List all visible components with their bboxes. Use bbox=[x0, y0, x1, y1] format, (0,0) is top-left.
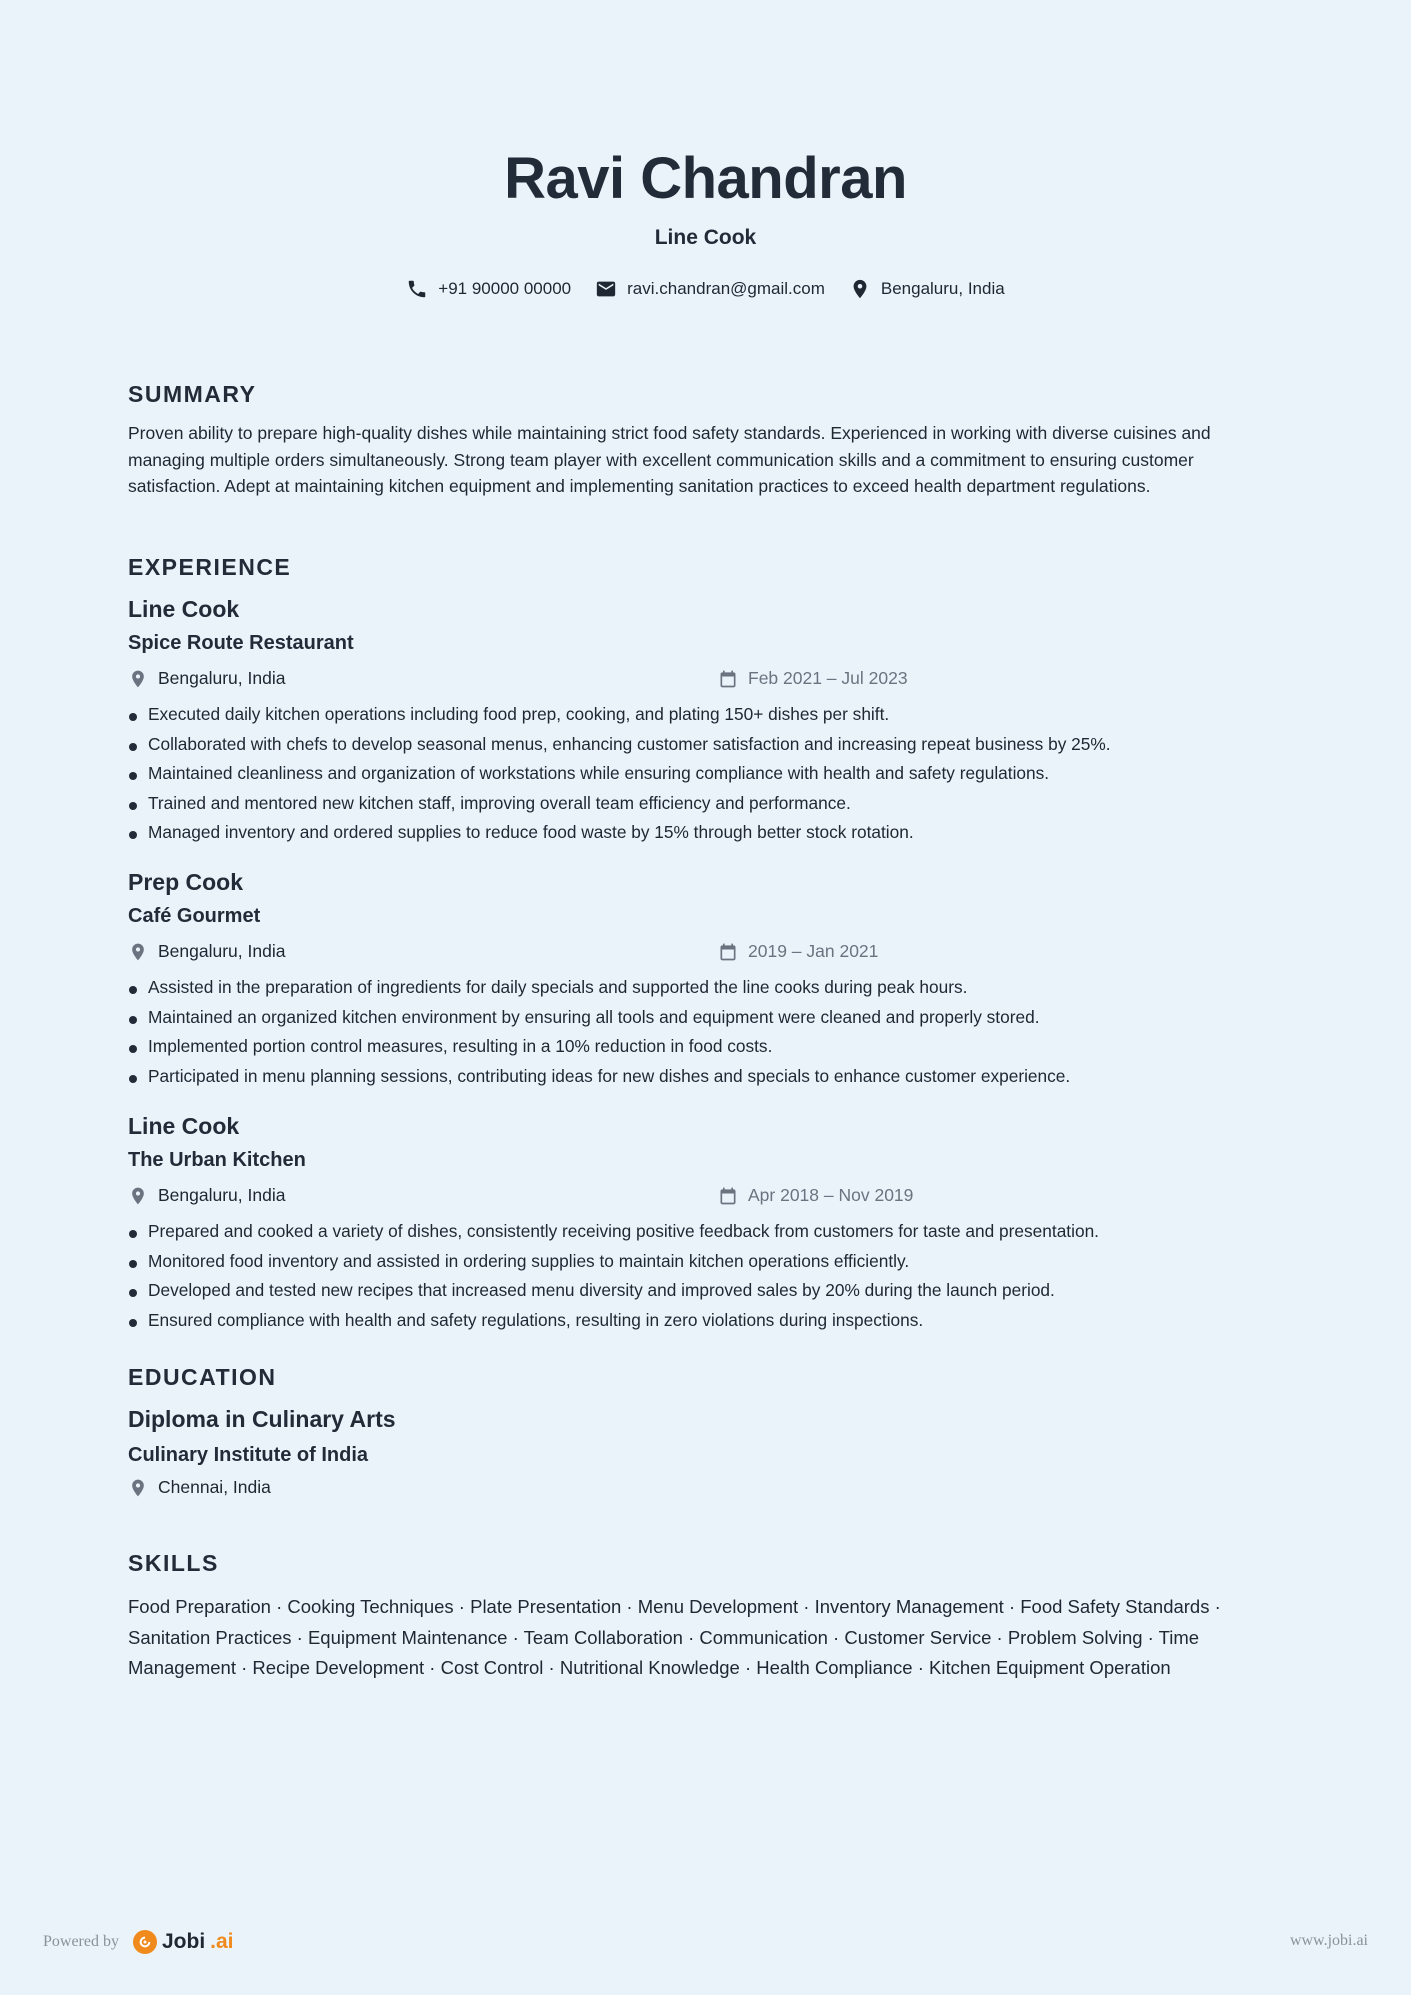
job-title: Line Cook bbox=[128, 596, 240, 622]
job-dates-text: Feb 2021 – Jul 2023 bbox=[748, 668, 908, 688]
list-item: Implemented portion control measures, resulting in a 10% reduction in food costs. bbox=[128, 1032, 1283, 1062]
contact-email[interactable] bbox=[595, 278, 825, 300]
calendar-icon bbox=[718, 1186, 738, 1206]
job-location bbox=[128, 1185, 285, 1206]
footer-site-link[interactable]: www.jobi.ai bbox=[1289, 1932, 1368, 1949]
job-bullets bbox=[128, 700, 1283, 848]
list-item: Executed daily kitchen operations including food prep, cooking, and plating 150+ dishes per shift. bbox=[128, 700, 1283, 730]
email-text: ravi.chandran@gmail.com bbox=[627, 279, 825, 298]
list-item: Ensured compliance with health and safety regulations, resulting in zero violations during inspections. bbox=[128, 1306, 1283, 1336]
list-item: Managed inventory and ordered supplies to reduce food waste by 15% through better stock rotation. bbox=[128, 818, 1283, 848]
job-bullets bbox=[128, 973, 1283, 1091]
experience-entry bbox=[128, 1113, 1283, 1335]
job-location-text: Bengaluru, India bbox=[158, 1185, 286, 1205]
location-pin-icon bbox=[849, 278, 871, 300]
contact-row bbox=[128, 278, 1283, 300]
job-company: The Urban Kitchen bbox=[128, 1149, 306, 1171]
jobi-logo-icon bbox=[133, 1930, 157, 1954]
education-meta bbox=[128, 1477, 1283, 1501]
mail-icon bbox=[595, 278, 617, 300]
summary-heading: SUMMARY bbox=[128, 381, 257, 407]
list-item: Maintained an organized kitchen environment by ensuring all tools and equipment were cleaned and properly stored. bbox=[128, 1003, 1283, 1033]
location-pin-icon bbox=[128, 1186, 148, 1206]
job-dates-text: Apr 2018 – Nov 2019 bbox=[748, 1185, 914, 1205]
list-item: Trained and mentored new kitchen staff, improving overall team efficiency and performance. bbox=[128, 789, 1283, 819]
job-meta bbox=[128, 941, 1283, 965]
job-location-text: Bengaluru, India bbox=[158, 668, 286, 688]
list-item: Monitored food inventory and assisted in ordering supplies to maintain kitchen operations efficiently. bbox=[128, 1247, 1283, 1277]
job-location-text: Bengaluru, India bbox=[158, 941, 286, 961]
job-dates bbox=[718, 1185, 913, 1206]
education-entry bbox=[128, 1406, 1283, 1501]
location-pin-icon bbox=[128, 1478, 148, 1498]
job-title: Line Cook bbox=[128, 1113, 240, 1139]
job-dates bbox=[718, 941, 878, 962]
powered-by-text: Powered by bbox=[43, 1933, 119, 1950]
calendar-icon bbox=[718, 942, 738, 962]
job-bullets bbox=[128, 1217, 1283, 1335]
contact-phone[interactable] bbox=[406, 278, 571, 300]
job-meta bbox=[128, 1185, 1283, 1209]
location-text: Bengaluru, India bbox=[880, 279, 1005, 298]
job-dates bbox=[718, 668, 908, 689]
phone-icon bbox=[406, 278, 428, 300]
job-meta bbox=[128, 668, 1283, 692]
job-location bbox=[128, 941, 285, 962]
phone-text: +91 90000 00000 bbox=[438, 279, 572, 298]
education-location-text: Chennai, India bbox=[158, 1477, 271, 1497]
contact-location bbox=[849, 278, 1005, 300]
degree-title: Diploma in Culinary Arts bbox=[128, 1406, 396, 1432]
education-heading: EDUCATION bbox=[128, 1364, 277, 1390]
list-item: Participated in menu planning sessions, contributing ideas for new dishes and specials to enhance customer experience. bbox=[128, 1062, 1283, 1092]
job-location bbox=[128, 668, 285, 689]
candidate-name: Ravi Chandran bbox=[504, 146, 907, 211]
list-item: Maintained cleanliness and organization of workstations while ensuring compliance with health and safety regulations. bbox=[128, 759, 1283, 789]
location-pin-icon bbox=[128, 942, 148, 962]
job-company: Spice Route Restaurant bbox=[128, 632, 354, 654]
experience-entry bbox=[128, 596, 1283, 848]
job-dates-text: 2019 – Jan 2021 bbox=[748, 941, 879, 961]
list-item: Prepared and cooked a variety of dishes, consistently receiving positive feedback from customers for taste and presentation. bbox=[128, 1217, 1283, 1247]
calendar-icon bbox=[718, 669, 738, 689]
job-company: Café Gourmet bbox=[128, 905, 261, 927]
brand-main: Jobi bbox=[161, 1930, 206, 1953]
footer-branding bbox=[43, 1930, 234, 1954]
resume-header bbox=[128, 146, 1283, 300]
school-name: Culinary Institute of India bbox=[128, 1444, 369, 1466]
candidate-role: Line Cook bbox=[654, 226, 757, 249]
job-title: Prep Cook bbox=[128, 869, 244, 895]
list-item: Developed and tested new recipes that increased menu diversity and improved sales by 20% during the launch period. bbox=[128, 1276, 1283, 1306]
experience-heading: EXPERIENCE bbox=[128, 554, 292, 580]
location-pin-icon bbox=[128, 669, 148, 689]
experience-entry bbox=[128, 869, 1283, 1091]
summary-text: Proven ability to prepare high-quality dishes while maintaining strict food safety standards. Experienced in working with diverse cuisines and managing multiple orders simultaneously. Strong team player with excellent communication skills and a commitment to ensuring customer satisfaction. Adept at maintaining kitchen equipment and implementing sanitation practices to exceed health department regulations. bbox=[128, 423, 1211, 496]
education-location bbox=[128, 1477, 271, 1498]
brand-logo[interactable] bbox=[133, 1930, 234, 1954]
skills-list: Food Preparation · Cooking Techniques · Plate Presentation · Menu Development · Inventory Management · Food Safety Standards · Sanitation Practices · Equipment Maintenance · Team Collaboration · Communication · Customer Service · Problem Solving · Time Management · Recipe Development · Cost Control · Nutritional Knowledge · Health Compliance · Kitchen Equipment Operation bbox=[128, 1596, 1221, 1678]
list-item: Assisted in the preparation of ingredients for daily specials and supported the line cooks during peak hours. bbox=[128, 973, 1283, 1003]
brand-accent: .ai bbox=[210, 1930, 234, 1953]
skills-heading: SKILLS bbox=[128, 1550, 219, 1576]
list-item: Collaborated with chefs to develop seasonal menus, enhancing customer satisfaction and increasing repeat business by 25%. bbox=[128, 730, 1283, 760]
